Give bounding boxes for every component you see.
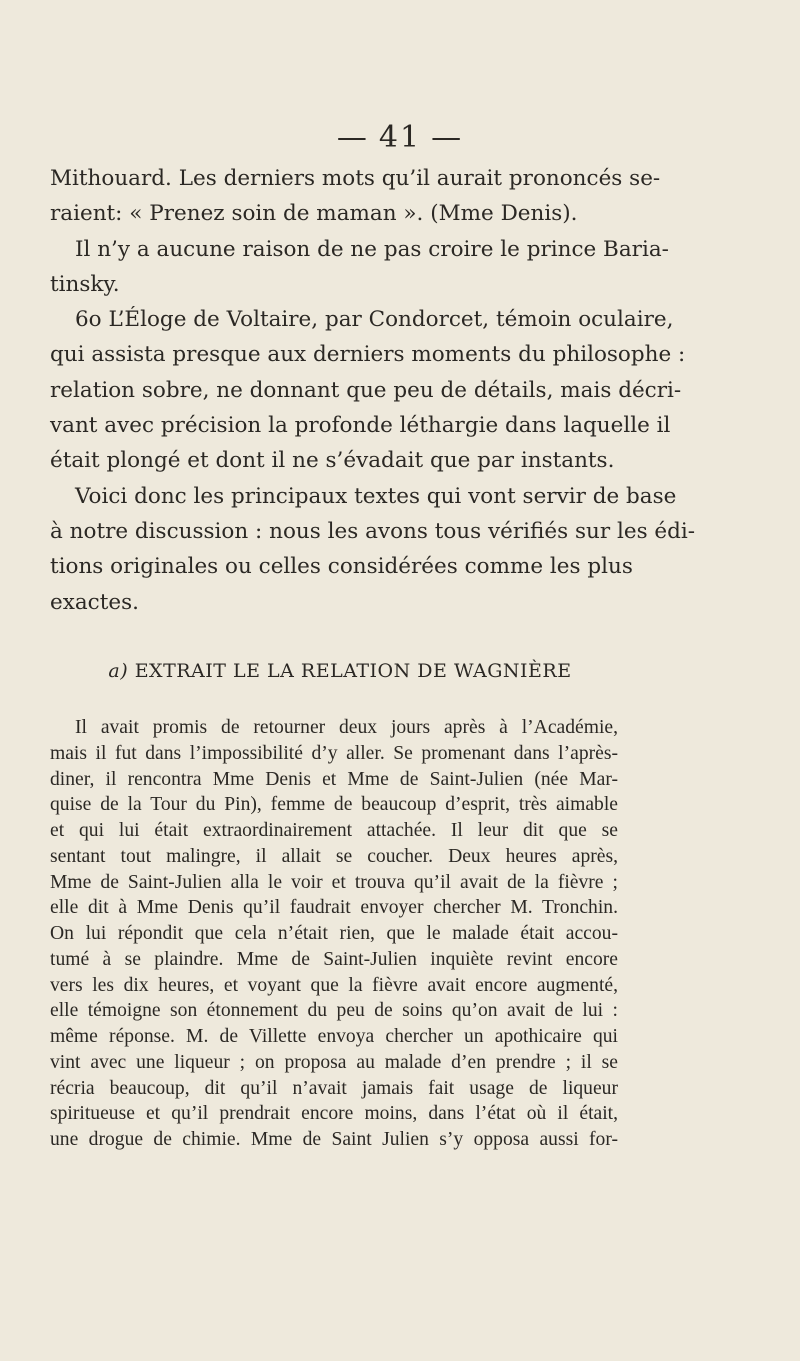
text-line: vint avec une liqueur ; on proposa au malade d’en prendre ; il se — [50, 1051, 618, 1073]
paragraph — [50, 161, 661, 232]
paragraph — [50, 479, 696, 620]
text-line: qui assista presque aux derniers moments du philosophe : — [50, 342, 686, 368]
section-marker: a) — [108, 660, 129, 682]
text-line: raient: « Prenez soin de maman ». (Mme Denis). — [50, 201, 578, 227]
page-number: — 41 — — [336, 120, 464, 155]
text-line: Mithouard. Les derniers mots qu’il aurait prononcés se- — [50, 166, 661, 191]
text-line: à notre discussion : nous les avons tous vérifiés sur les édi- — [50, 518, 696, 544]
text-line: exactes. — [50, 589, 139, 615]
text-line: récria beaucoup, dit qu’il n’avait jamais fait usage de liqueur — [50, 1077, 618, 1099]
text-line: sentant tout malingre, il allait se coucher. Deux heures après, — [50, 845, 618, 867]
text-line: spiritueuse et qu’il prendrait encore moins, dans l’état où il était, — [50, 1103, 618, 1125]
text-line: mais il fut dans l’impossibilité d’y aller. Se promenant dans l’après- — [50, 742, 618, 764]
text-line: Mme de Saint-Julien alla le voir et trouva qu’il avait de la fièvre ; — [50, 871, 618, 893]
text-line: quise de la Tour du Pin), femme de beaucoup d’esprit, très aimable — [50, 794, 618, 816]
text-line: elle témoigne son étonnement du peu de soins qu’on avait de lui : — [50, 1000, 618, 1022]
text-line: était plongé et dont il ne s’évadait que par instants. — [50, 448, 615, 474]
paragraph — [50, 302, 686, 478]
text-line: une drogue de chimie. Mme de Saint Julien s’y opposa aussi for- — [50, 1129, 618, 1150]
paragraph — [50, 232, 669, 303]
text-line: tions originales ou celles considérées comme les plus — [50, 554, 633, 580]
text-line: elle dit à Mme Denis qu’il faudrait envoyer chercher M. Tronchin. — [50, 897, 618, 919]
extract-text — [50, 715, 618, 1153]
text-line: relation sobre, ne donnant que peu de détails, mais décri- — [50, 377, 682, 403]
text-line: vant avec précision la profonde léthargie dans laquelle il — [50, 413, 671, 439]
text-line: même réponse. M. de Villette envoya chercher un apothicaire qui — [50, 1026, 618, 1047]
text-line: On lui répondit que cela n’était rien, que le malade était accou- — [50, 923, 618, 944]
text-line: et qui lui était extraordinairement attachée. Il leur dit que se — [50, 820, 618, 841]
text-line: tinsky. — [50, 271, 120, 297]
text-line: 6o L’Éloge de Voltaire, par Condorcet, témoin oculaire, — [75, 307, 674, 333]
text-line: tumé à se plaindre. Mme de Saint-Julien inquiète revint encore — [50, 948, 618, 970]
section-title: EXTRAIT LE LA RELATION DE WAGNIÈRE — [134, 660, 572, 682]
section-heading — [50, 660, 630, 682]
intro-text — [50, 161, 696, 620]
text-line: Voici donc les principaux textes qui vont servir de base — [75, 483, 677, 509]
text-line: Il avait promis de retourner deux jours après à l’Académie, — [75, 717, 618, 738]
text-line: diner, il rencontra Mme Denis et Mme de Saint-Julien (née Mar- — [50, 768, 618, 790]
text-line: Il n’y a aucune raison de ne pas croire le prince Baria- — [75, 236, 669, 262]
text-line: vers les dix heures, et voyant que la fièvre avait encore augmenté, — [50, 974, 618, 996]
